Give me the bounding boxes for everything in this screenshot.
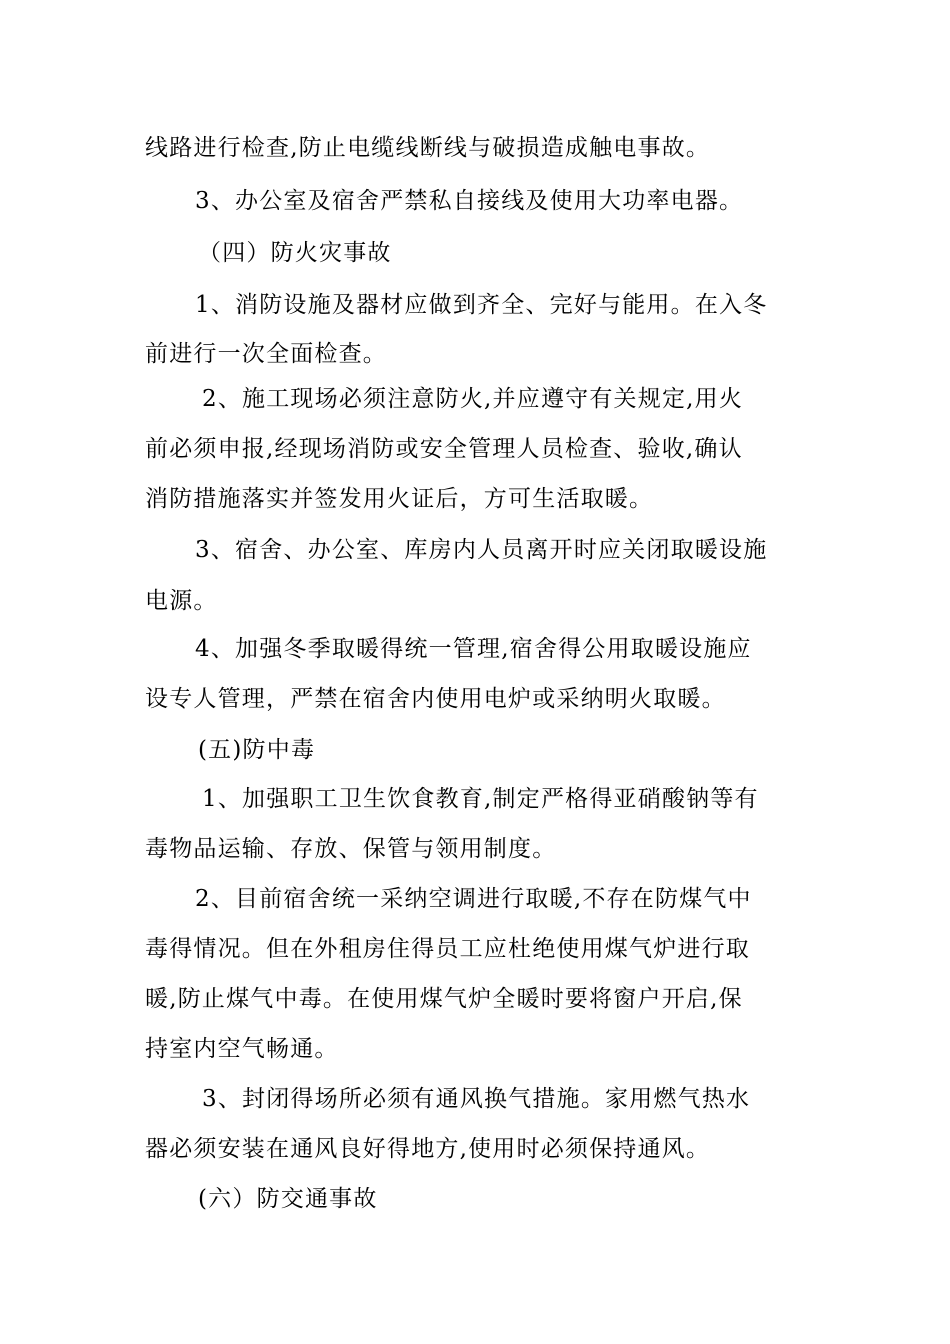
text-line: 2、施工现场必须注意防火,并应遵守有关规定,用火 xyxy=(202,386,744,412)
text-line: 3、办公室及宿舍严禁私自接线及使用大功率电器。 xyxy=(195,188,744,214)
text-line: 持室内空气畅通。 xyxy=(145,1036,339,1062)
text-line: 前必须申报,经现场消防或安全管理人员检查、验收,确认 xyxy=(145,436,743,462)
text-line: 电源。 xyxy=(145,588,218,614)
text-line: 2、目前宿舍统一采纳空调进行取暖,不存在防煤气中 xyxy=(195,886,752,912)
text-line: 暖,防止煤气中毒。在使用煤气炉全暖时要将窗户开启,保 xyxy=(145,986,743,1012)
text-line: 毒得情况。但在外租房住得员工应杜绝使用煤气炉进行取 xyxy=(145,936,750,962)
text-line: 器必须安装在通风良好得地方,使用时必须保持通风。 xyxy=(145,1136,711,1162)
text-line: 线路进行检查,防止电缆线断线与破损造成触电事故。 xyxy=(145,135,711,161)
text-line: 设专人管理，严禁在宿舍内使用电炉或采纳明火取暖。 xyxy=(145,686,726,712)
text-line: 毒物品运输、存放、保管与领用制度。 xyxy=(145,836,557,862)
text-line: 3、封闭得场所必须有通风换气措施。家用燃气热水 xyxy=(202,1086,751,1112)
section-heading: （四）防火灾事故 xyxy=(198,240,392,266)
text-line: 3、宿舍、办公室、库房内人员离开时应关闭取暖设施 xyxy=(195,537,768,563)
text-line: 4、加强冬季取暖得统一管理,宿舍得公用取暖设施应 xyxy=(195,636,752,662)
text-line: 1、加强职工卫生饮食教育,制定严格得亚硝酸钠等有 xyxy=(202,786,759,812)
text-line: 消防措施落实并签发用火证后，方可生活取暖。 xyxy=(145,486,654,512)
section-heading: (五)防中毒 xyxy=(198,737,316,763)
section-heading: (六）防交通事故 xyxy=(198,1186,378,1212)
text-line: 1、消防设施及器材应做到齐全、完好与能用。在入冬 xyxy=(195,292,768,318)
text-line: 前进行一次全面检查。 xyxy=(145,341,387,367)
